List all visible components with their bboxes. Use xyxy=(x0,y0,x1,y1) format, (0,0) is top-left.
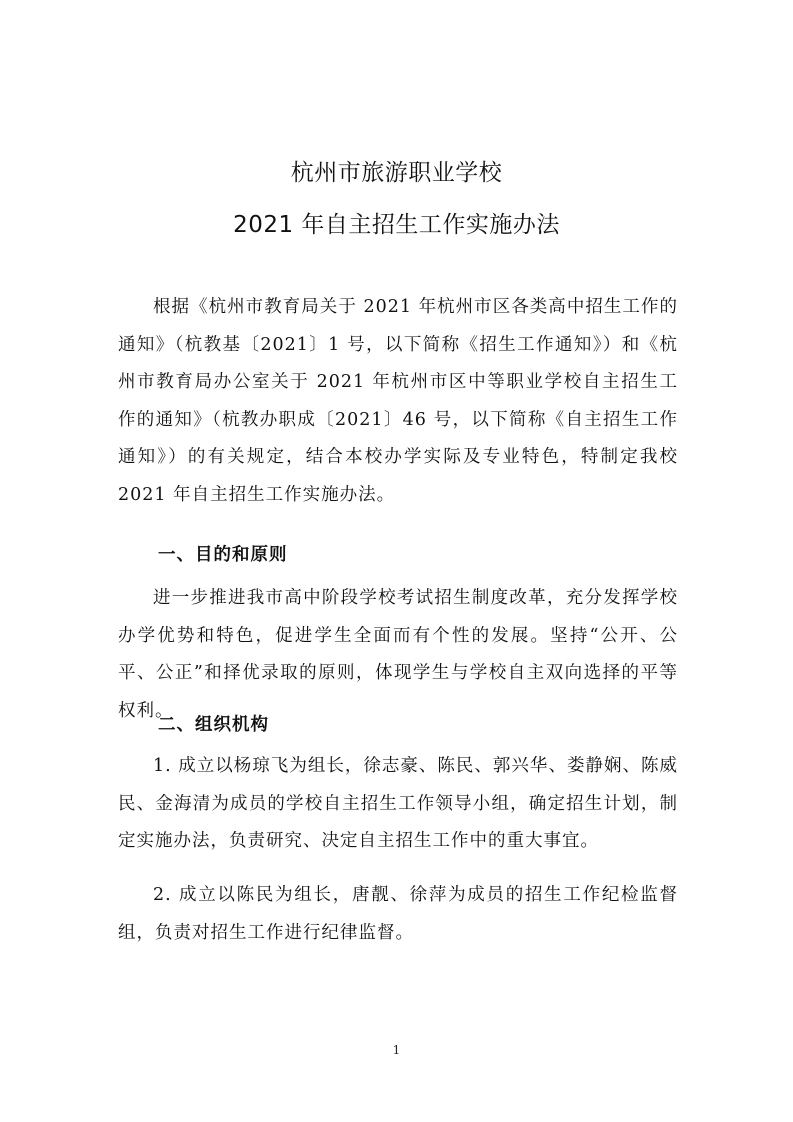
document-title-subject: 2021 年自主招生工作实施办法 xyxy=(233,212,560,238)
section-heading-purpose: 一、目的和原则 xyxy=(158,545,288,565)
document-title-school: 杭州市旅游职业学校 xyxy=(290,160,503,186)
section-paragraph-leadership-group: 1. 成立以杨琼飞为组长，徐志豪、陈民、郭兴华、娄静娴、陈威民、金海清为成员的学校自主招生工作领导小组，确定招生计划，制定实施办法，负责研究、决定自主招生工作中的重大事宜。 xyxy=(118,756,678,851)
page-number: 1 xyxy=(392,1043,401,1057)
section-paragraph-supervision-group: 2. 成立以陈民为组长，唐靓、徐萍为成员的招生工作纪检监督组，负责对招生工作进行纪律监督。 xyxy=(118,885,678,943)
intro-paragraph: 根据《杭州市教育局关于 2021 年杭州市区各类高中招生工作的通知》（杭教基〔2021〕1 号，以下简称《招生工作通知》）和《杭州市教育局办公室关于 2021 年杭州市区中等职业学校自主招生工作的通知》（杭教办职成〔2021〕46 号，以下简称《自主招生工作通知》）的有关规定，结合本校办学实际及专业特色，特制定我校 2021 年自主招生工作实施办法。 xyxy=(118,297,678,505)
section-paragraph-purpose: 进一步推进我市高中阶段学校考试招生制度改革，充分发挥学校办学优势和特色，促进学生全面而有个性的发展。坚持“公开、公平、公正”和择优录取的原则，体现学生与学校自主双向选择的平等权利。 xyxy=(118,588,678,721)
section-heading-organization: 二、组织机构 xyxy=(158,715,269,735)
